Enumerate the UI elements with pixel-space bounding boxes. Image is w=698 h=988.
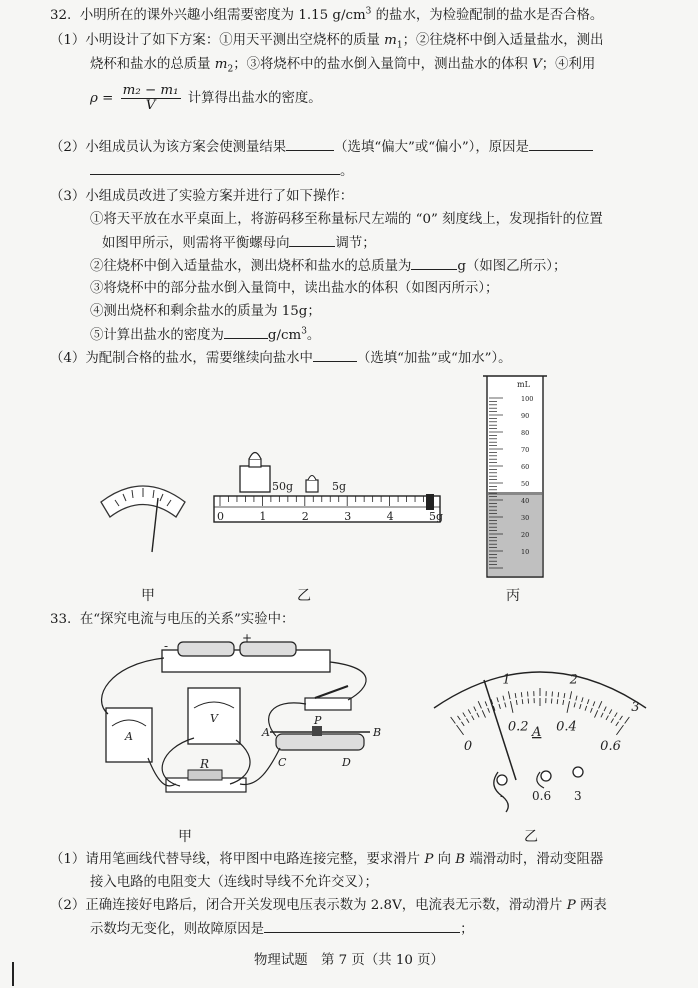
ammeter-dial-figure: [420, 640, 670, 820]
q32-part3: （3）小组成员改进了实验方案并进行了如下操作：: [50, 189, 354, 204]
answer-blank[interactable]: [529, 136, 593, 151]
dial-tick-outer: [615, 713, 618, 717]
ruler-label: 1: [259, 510, 267, 523]
fig-yi-caption: 乙: [297, 588, 311, 604]
dial-label-lower: 0.4: [556, 719, 577, 735]
dial-tick: [488, 708, 490, 713]
dial-tick-outer: [503, 696, 504, 701]
cylinder-label: 50: [521, 480, 530, 488]
rheostat-coil: [276, 734, 364, 750]
dial-tick-outer: [558, 692, 559, 697]
density-fraction: $\frac{\text{m₂ − m₁}}{V}$: [122, 83, 179, 113]
svg-text:C: C: [278, 756, 287, 769]
dial-tick: [499, 704, 500, 709]
cylinder-label: 70: [521, 446, 530, 454]
balance-pointer-figure: [98, 472, 188, 552]
fig33-yi-caption: 乙: [524, 829, 538, 845]
ruler-label: 0: [217, 510, 224, 523]
q32-part1-formula: ρ = $\frac{\text{m₂ − m₁}}{V}$ 计算得出盐水的密度。: [90, 83, 322, 113]
cylinder-label: 30: [521, 514, 530, 522]
rheostat-slider: [312, 726, 322, 736]
dial-tick-outer: [474, 707, 476, 711]
q32-step3: ③将烧杯中的部分盐水倒入量筒中，读出盐水的体积（如图丙所示）；: [90, 281, 499, 296]
graduated-cylinder-figure: [481, 372, 551, 582]
q32-part1-line2: 烧杯和盐水的总质量 $m_2$；③将烧杯中的盐水倒入量筒中，测出盐水的体积 V；④利用: [90, 57, 596, 75]
dial-tick-outer: [515, 693, 516, 698]
dial-tick-outer: [521, 692, 522, 697]
svg-text:R: R: [200, 757, 210, 771]
answer-blank[interactable]: [90, 160, 340, 175]
dial-label-lower: 0.6: [600, 739, 621, 755]
ruler-label: 2: [301, 510, 309, 523]
circuit-figure: [90, 631, 390, 818]
dial-tick-outer: [576, 696, 577, 701]
weight-5g: [306, 480, 318, 492]
q32-step5: ⑤计算出盐水的密度为 $g/cm^3$。: [90, 324, 320, 347]
answer-blank[interactable]: [224, 324, 268, 339]
dial-tick-outer: [587, 699, 589, 704]
dial-tick: [616, 722, 619, 726]
svg-text:A: A: [125, 730, 133, 743]
dial-tick-outer: [625, 717, 630, 723]
dial-tick: [606, 716, 608, 720]
dial-tick-outer: [564, 693, 565, 698]
q32-step4: ④测出烧杯和剩余盐水的质量为 15g；: [90, 304, 321, 319]
dial-tick: [616, 725, 623, 735]
q33-part1: （1）请用笔画线代替导线，将甲图中电路连接完整，要求滑片 P 向 B 端滑动时，滑动变阻器: [50, 852, 604, 867]
dial-tick: [482, 710, 485, 717]
dial-labels: [464, 673, 640, 755]
fig33-jia-caption: 甲: [178, 829, 192, 845]
weight-50g-label: 50g: [272, 480, 294, 493]
dial-tick-outer: [570, 691, 572, 699]
dial-tick-outer: [599, 701, 602, 708]
q33-number: 33.: [50, 612, 72, 627]
dial-tick: [466, 719, 469, 723]
dial-tick: [574, 702, 575, 707]
dial-tick: [567, 701, 569, 713]
dial-tick-outer: [463, 713, 466, 717]
dial-tick-outer: [593, 701, 595, 706]
dial-tick-outer: [620, 716, 623, 720]
ruler-label: 5g: [429, 510, 444, 523]
dial-tick: [477, 713, 479, 717]
svg-text:0.6: 0.6: [532, 789, 552, 803]
cylinder-label: 80: [521, 429, 530, 437]
resistor-R: [188, 770, 222, 780]
terminal-minus: [497, 775, 507, 785]
scale-rider: [426, 494, 434, 510]
dial-unit: A: [532, 725, 542, 740]
q33-part2: （2）正确连接好电路后，闭合开关发现电压表示数为 2.8V，电流表无示数，滑动滑片 P 两表: [50, 898, 607, 913]
answer-blank[interactable]: [313, 347, 357, 362]
svg-text:D: D: [342, 756, 351, 769]
cylinder-label: 10: [521, 548, 530, 556]
dial-tick: [580, 704, 581, 709]
q32-part2-line2: 。: [90, 160, 353, 183]
dial-tick: [472, 716, 474, 720]
dial-label-upper: 1: [502, 672, 511, 688]
dial-tick: [522, 699, 523, 704]
dial-tick-outer: [609, 709, 611, 713]
cylinder-label: 40: [521, 497, 530, 505]
dial-tick: [516, 700, 517, 705]
q32-step2: ②往烧杯中倒入适量盐水，测出烧杯和盐水的总质量为 g（如图乙所示）；: [90, 255, 566, 278]
q32-number: 32.: [50, 8, 72, 23]
dial-tick: [510, 701, 512, 713]
q33-stem: 33. 在“探究电流与电压的关系”实验中：: [50, 612, 295, 627]
cylinder-label: 90: [521, 412, 530, 420]
answer-blank[interactable]: [289, 232, 335, 247]
svg-text:-: -: [500, 789, 505, 803]
terminal-0-6: [541, 771, 551, 781]
q32-part2: （2）小组成员认为该方案会使测量结果 （选填“偏大”或“偏小”），原因是: [50, 136, 593, 159]
q32-step1: ①将天平放在水平桌面上，将游码移至称量标尺左端的 “0” 刻度线上，发现指针的位置: [90, 212, 603, 227]
cylinder-unit: mL: [517, 380, 530, 389]
cylinder-label: 60: [521, 463, 530, 471]
fig-jia-caption: 甲: [141, 588, 155, 604]
svg-text:B: B: [373, 726, 382, 739]
q33-part2-line2: 示数均无变化，则故障原因是 ；: [90, 918, 473, 941]
ruler-label: 4: [386, 510, 394, 523]
dial-tick: [557, 699, 558, 704]
dial-tick: [563, 700, 564, 705]
svg-text:-: -: [164, 639, 169, 653]
dial-tick-outer: [478, 701, 481, 708]
weight-5g-label: 5g: [332, 480, 347, 493]
dial-tick: [457, 725, 464, 735]
dial-tick-outer: [508, 691, 510, 699]
scale-beam: [214, 496, 440, 522]
svg-text:A: A: [262, 726, 270, 739]
svg-text:+: +: [242, 631, 253, 645]
dial-label-upper: 3: [631, 699, 640, 715]
answer-blank[interactable]: [286, 136, 334, 151]
weight-50g: [240, 466, 270, 492]
dial-tick: [461, 722, 464, 726]
q32-step1-line2: 如图甲所示，则需将平衡螺母向 调节；: [102, 232, 376, 255]
ruler-label: 3: [344, 510, 352, 523]
dial-tick: [590, 708, 592, 713]
dial-tick-outer: [458, 716, 461, 720]
dial-tick: [595, 710, 598, 717]
dial-label-lower: 0.2: [507, 719, 529, 735]
svg-text:3: 3: [574, 789, 582, 803]
dial-tick-outer: [451, 717, 456, 723]
answer-blank[interactable]: [264, 918, 460, 933]
battery-cell-1: [178, 642, 234, 656]
dial-tick-outer: [485, 701, 487, 706]
q32-part1-line1: （1）小明设计了如下方案：①用天平测出空烧杯的质量 $m_1$；②往烧杯中倒入适量盐水，测出: [50, 33, 604, 51]
dial-tick-outer: [468, 709, 470, 713]
q32-stem: 32. 小明所在的课外兴趣小组需要密度为 1.15 $g/cm^3$ 的盐水，为检验配制的盐水是否合格。: [50, 6, 604, 23]
fig-bing-caption: 丙: [506, 588, 520, 604]
dial-tick-outer: [582, 697, 583, 702]
dial-tick: [611, 719, 614, 723]
q32-part4: （4）为配制合格的盐水，需要继续向盐水中 （选填“加盐”或“加水”）。: [50, 347, 512, 370]
dial-tick-outer: [497, 697, 498, 702]
switch-lever: [315, 686, 348, 698]
weights-and-scale-figure: [212, 440, 452, 540]
terminal-3: [573, 767, 583, 777]
page-footer: 物理试题 第 7 页（共 10 页）: [254, 953, 444, 968]
dial-tick: [601, 713, 603, 717]
dial-label-upper: 2: [569, 672, 578, 688]
svg-text:P: P: [314, 714, 322, 727]
cylinder-label: 20: [521, 531, 530, 539]
dial-tick: [505, 702, 506, 707]
answer-blank[interactable]: [411, 255, 457, 270]
saline-liquid: [488, 494, 542, 576]
dial-tick: [585, 706, 587, 711]
dial-label-lower: 0: [463, 739, 473, 755]
switch-base: [305, 698, 351, 710]
margin-mark: [12, 962, 14, 986]
cylinder-label: 100: [521, 395, 534, 403]
q33-part1-line2: 接入电路的电阻变大（连线时导线不允许交叉）；: [90, 875, 378, 890]
svg-text:V: V: [210, 712, 218, 725]
dial-tick-outer: [604, 707, 606, 711]
